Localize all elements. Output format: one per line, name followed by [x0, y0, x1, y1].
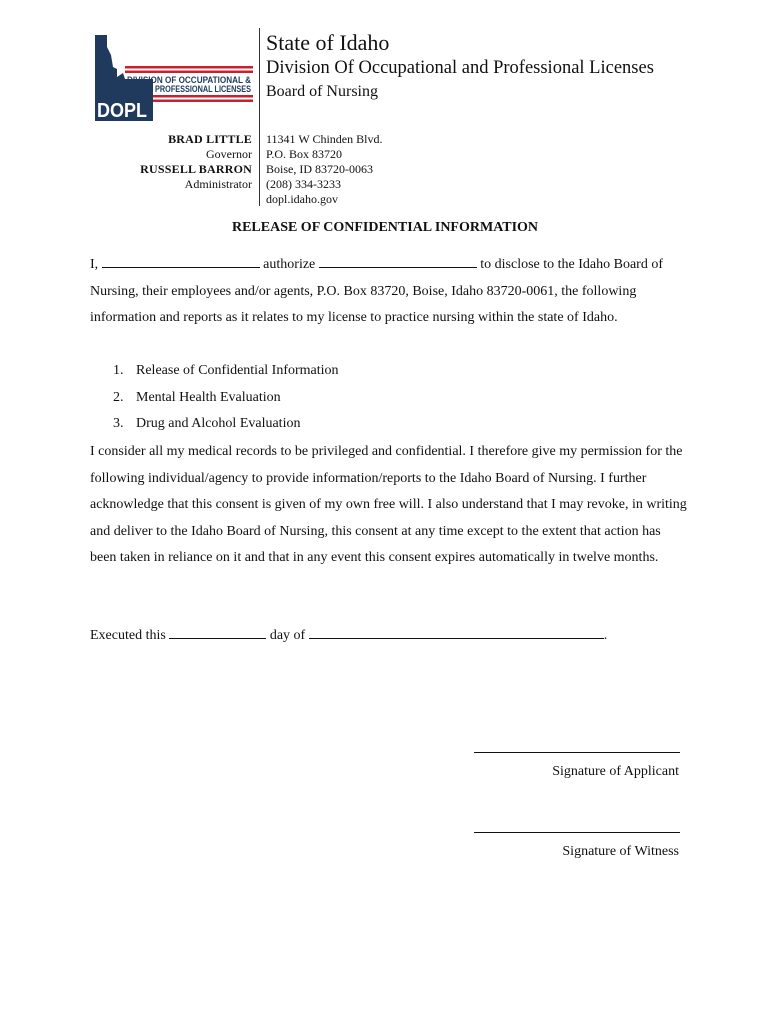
- administrator-title: Administrator: [184, 177, 252, 191]
- board-name: Board of Nursing: [266, 83, 378, 100]
- address-phone: (208) 334-3233: [266, 177, 341, 191]
- executed-day-blank[interactable]: [169, 626, 266, 639]
- executed-prefix: Executed this: [90, 628, 166, 643]
- dopl-logo: [95, 33, 255, 121]
- consent-paragraph: I consider all my medical records to be privileged and confidential. I therefore give my permission for the following individual/agency to provide information/reports to the Idaho Board of Nursing. I further acknowledge that this consent is given of my own free will. I also understand that I may revoke, in writing and deliver to the Idaho Board of Nursing, this consent at any time except to the extent that action has been taken in reliance on it and that in any event this consent expires automatically in twelve months.: [90, 444, 687, 566]
- logo-acronym: DOPL: [97, 100, 147, 122]
- authorization-rest: of Nursing, their employees and/or agents, P.O. Box 83720, Boise, Idaho 83720-0061, the following information and reports as it relates to my license to practice nursing within the state of Idaho.: [90, 257, 664, 326]
- information-list: [113, 358, 339, 438]
- logo-line2: PROFESSIONAL LICENSES: [155, 84, 251, 94]
- state-name: State of Idaho: [266, 30, 390, 55]
- governor-title: Governor: [206, 147, 252, 161]
- authorization-paragraph: [90, 252, 690, 332]
- agency-name-blank[interactable]: [319, 255, 477, 268]
- logo-line1: DIVISION OF OCCUPATIONAL &: [127, 75, 252, 85]
- witness-signature-line[interactable]: [474, 832, 680, 833]
- address-po-box: P.O. Box 83720: [266, 147, 343, 161]
- list-number: 3.: [113, 416, 124, 432]
- division-name: Division Of Occupational and Professional Licenses: [266, 58, 654, 78]
- officials-block: [140, 132, 252, 192]
- authorize-word: authorize: [263, 257, 316, 272]
- address-street: 11341 W Chinden Blvd.: [266, 132, 383, 146]
- governor-name: BRAD LITTLE: [168, 132, 252, 146]
- address-website: dopl.idaho.gov: [266, 192, 338, 206]
- applicant-signature-line[interactable]: [474, 752, 680, 753]
- header-divider: [259, 28, 260, 206]
- document-title: RELEASE OF CONFIDENTIAL INFORMATION: [231, 220, 539, 235]
- pronoun-i: I,: [90, 257, 99, 272]
- list-number: 1.: [113, 363, 124, 378]
- address-city: Boise, ID 83720-0063: [266, 162, 373, 176]
- witness-signature-label: Signature of Witness: [562, 844, 679, 859]
- executed-line: [90, 626, 607, 644]
- executed-month-blank[interactable]: [309, 626, 604, 639]
- list-item: [113, 411, 339, 438]
- list-number: 2.: [113, 389, 124, 405]
- applicant-signature-label: Signature of Applicant: [552, 764, 679, 779]
- disclose-text: to disclose to the Idaho Board: [480, 257, 648, 272]
- list-item: [113, 385, 339, 412]
- list-text: Mental Health Evaluation: [136, 389, 281, 405]
- list-item: [113, 358, 339, 385]
- administrator-name: RUSSELL BARRON: [140, 162, 252, 176]
- address-block: [266, 132, 382, 207]
- list-text: Release of Confidential Information: [136, 363, 339, 378]
- applicant-name-blank[interactable]: [102, 255, 260, 268]
- list-text: Drug and Alcohol Evaluation: [136, 416, 301, 432]
- executed-day-of: day of: [269, 628, 306, 643]
- executed-period: .: [603, 628, 608, 643]
